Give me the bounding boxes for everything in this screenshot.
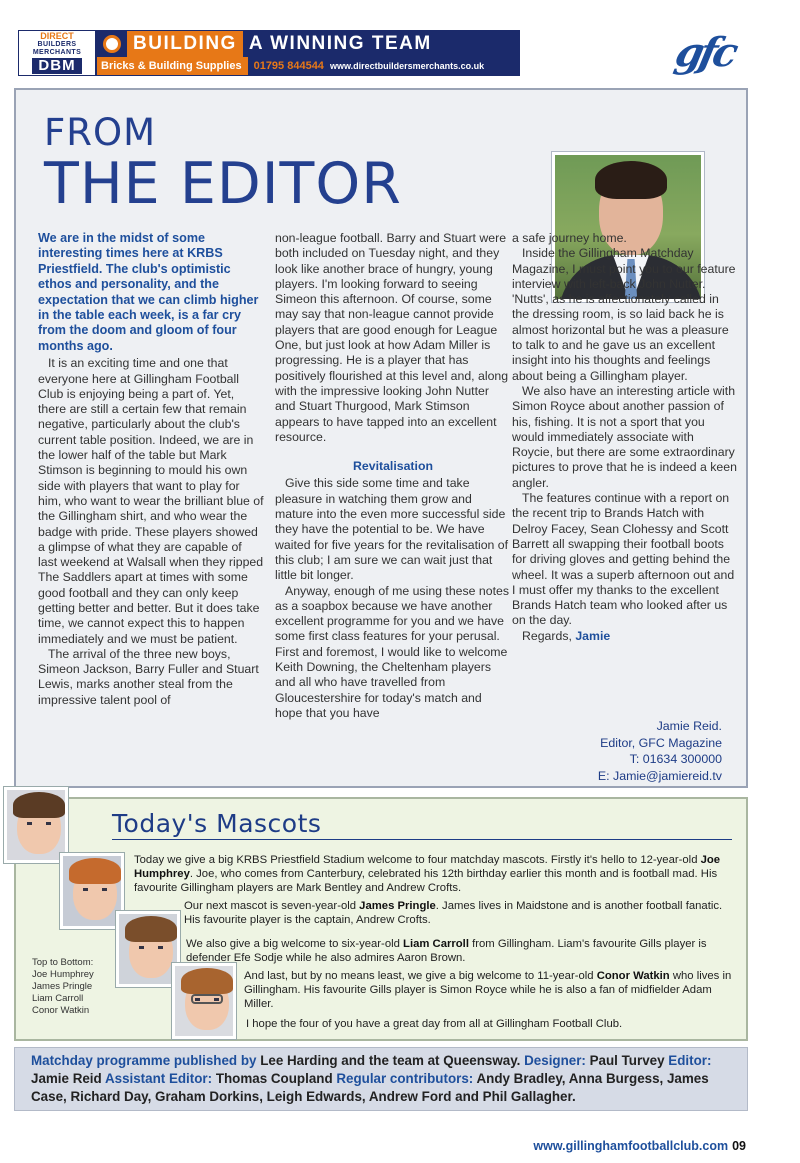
article-paragraph: It is an exciting time and one that everyone here at Gillingham Football Club is enjoying being a part of. Yet, there are still a certain few that remain negative, particularly about the club's current table position. Indeed, we are in the lower half of the table but Mark Stimson is beginning to mould his own side with players that want to play for him, who want to wear the brilliant blue of the Gillingham shirt, and who wear the badge with pride. These players showed a glimpse of what they are capable of last weekend at Walsall when they ripped The Saddlers apart at times with some good football and they can only keep getting better and better. But it does take time, we cannot expect this to happen immediately and we must be patient. [38,356,264,646]
footer-url[interactable]: www.gillinghamfootballclub.com [533,1139,729,1153]
brand-top: DIRECT [40,31,74,41]
mascots-caption [32,957,132,1017]
banner-tagline: Bricks & Building Supplies [97,57,248,75]
banner-details [97,57,519,75]
dbm-logo: DBM [32,58,81,74]
article-paragraph: Inside the Gillingham Matchday Magazine, I must point you to our feature interview with left-back John Nutter. 'Nutts', as he is affectionately called in the dressing room, is so laid back he is almost horizontal but he was a pleasure to talk to and he gave us an excellent insight into his thoughts and feelings about being a Gillingham player. [512,246,736,383]
credit-value: Thomas Coupland [215,1071,333,1086]
editor-panel [14,88,748,788]
credit-label: Assistant Editor: [104,1071,213,1086]
club-logo [671,29,750,78]
contact-role: Editor, GFC Magazine [600,735,722,750]
article-paragraph: We also have an interesting article with Simon Royce about another passion of his, fishing. It is not a sport that you would immediately associate with Roycie, but there are some extraordinary pictures to prove that he is indeed a keen angler. [512,383,737,490]
caption-line: Liam Carroll [32,993,84,1004]
mascot-paragraph: Our next mascot is seven-year-old James Pringle. James lives in Maidstone and is another football fanatic. His favourite player is the captain, Andrew Crofts. [184,900,723,926]
regards-text: Regards, [522,628,572,643]
caption-line: Conor Watkin [32,1005,90,1016]
credit-value: Andy Bradley, Anna Burgess, James Case, Richard Day, Graham Dorkins, Leigh Edwards, Andrew Ford and Phil Gallagher. [31,1071,709,1104]
editor-title [44,111,402,217]
credit-label: Designer: [524,1053,586,1068]
credit-value: Jamie Reid [31,1071,102,1086]
caption-line: Joe Humphrey [32,969,94,980]
banner-url[interactable]: www.directbuildersmerchants.co.uk [329,61,485,71]
dbm-logo-block [19,31,97,75]
page-footer [533,1139,746,1153]
football-icon [97,31,127,57]
portrait-hair [595,161,667,199]
banner-headline-a: BUILDING [127,31,243,57]
caption-line: James Pringle [32,981,93,992]
mascot-name: Joe Humphrey [134,854,721,880]
editor-contact [598,718,722,784]
club-logo-text: gfc [671,29,739,76]
article-subhead: Revitalisation [353,459,433,474]
article-intro: We are in the midst of some interesting times here at KRBS Priestfield. The club's optimistic ethos and personality, and the expectation that we can climb higher in the table each week, is a far cry from the doom and gloom of four months ago. [38,231,259,353]
mascot-paragraph: We also give a big welcome to six-year-old Liam Carroll from Gillingham. Liam's favourite Gills player is defender Efe Sodje while he also admires Aaron Brown. [186,938,707,964]
banner-content [97,31,519,75]
mascot-name: James Pringle [359,900,436,912]
banner-phone: 01795 844544 [253,60,324,72]
mascots-panel [14,797,748,1041]
credit-label: Editor: [668,1053,712,1068]
credit-label: Matchday programme published by [31,1053,257,1068]
mascot-paragraph: Today we give a big KRBS Priestfield Stadium welcome to four matchday mascots. Firstly it's hello to 12-year-old Joe Humphrey. Joe, who comes from Canterbury, celebrated his 12th birthday earlier this month and is football mad. His favourite Gillingham players are Mark Bentley and Andrew Crofts. [134,854,721,894]
contact-phone: T: 01634 300000 [629,752,722,766]
editor-title-line2: THE EDITOR [44,151,402,217]
article-paragraph: Give this side some time and take pleasure in watching them grow and mature into the even more successful side they have the potential to be. We have waited for five years for the revitalisation of this club; I am sure we can wait just that little bit longer. [275,476,509,583]
contact-name: Jamie Reid. [656,719,722,733]
page-number: 09 [732,1139,746,1153]
article-paragraph: a safe journey home. [512,231,627,245]
advert-banner [18,30,520,76]
mascot-photo-james [60,853,124,929]
mascot-photo-joe [4,787,68,863]
credit-value: Paul Turvey [589,1053,665,1068]
article-paragraph: Anyway, enough of me using these notes as a soapbox because we have another excellent programme for you and we have some first class features for your perusal. First and foremost, I would like to welcome Keith Downing, the Cheltenham players and all who have travelled from Gloucestershire for today's match and hope that you have [275,583,509,720]
article-column-2 [275,231,511,721]
brand-name: MERCHANTS [32,49,82,56]
mascot-name: Conor Watkin [596,970,670,982]
article-column-1 [38,231,264,708]
credit-value: Lee Harding and the team at Queensway. [260,1053,521,1068]
brand-mid: BUILDERS [37,41,77,48]
mascot-name: Liam Carroll [403,938,469,950]
mascot-paragraph: I hope the four of you have a great day from all at Gillingham Football Club. [246,1018,623,1030]
mascot-paragraph: And last, but by no means least, we give a big welcome to 11-year-old Conor Watkin who lives in Gillingham. His favourite Gills player is Simon Royce while he is also a fan of midfielder Adam Miller. [244,970,732,1010]
editor-title-line1: FROM [44,111,157,154]
mascots-title: Today's Mascots [112,809,322,838]
contact-email[interactable]: E: Jamie@jamiereid.tv [597,768,722,783]
credits-bar [14,1047,748,1111]
banner-headline [97,31,519,57]
caption-line: Top to Bottom: [32,957,94,968]
article-signoff [512,629,738,644]
article-column-3 [512,231,738,644]
article-paragraph: The features continue with a report on the recent trip to Brands Hatch with Delroy Facey, Sean Clohessy and Scott Barrett all swapping their football boots for driving gloves and getting behind the wheel. It was a superb afternoon out and I must offer my thanks to the excellent Brands Hatch team who looked after us on the day. [512,491,735,628]
credit-label: Regular contributors: [336,1071,474,1086]
mascot-photo-conor [172,963,236,1039]
mascots-title-rule [112,839,732,840]
article-paragraph: The arrival of the three new boys, Simeon Jackson, Barry Fuller and Stuart Lewis, marks another steal from the impressive talent pool of [38,646,259,707]
banner-headline-b: A WINNING TEAM [243,31,519,57]
signoff-name: Jamie [575,628,611,643]
article-paragraph: non-league football. Barry and Stuart were both included on Tuesday night, and they look like another brace of hungry, young players. I'm looking forward to seeing Simeon this afternoon. Of course, some may say that non-league cannot provide players that are good enough for League One, but just look at how Adam Miller is progressing. He is a player that has positively flourished at this level and, along with the impressive looking John Nutter and Stuart Thurgood, Mark Stimson appears to have tapped into an excellent resource. [275,231,509,444]
